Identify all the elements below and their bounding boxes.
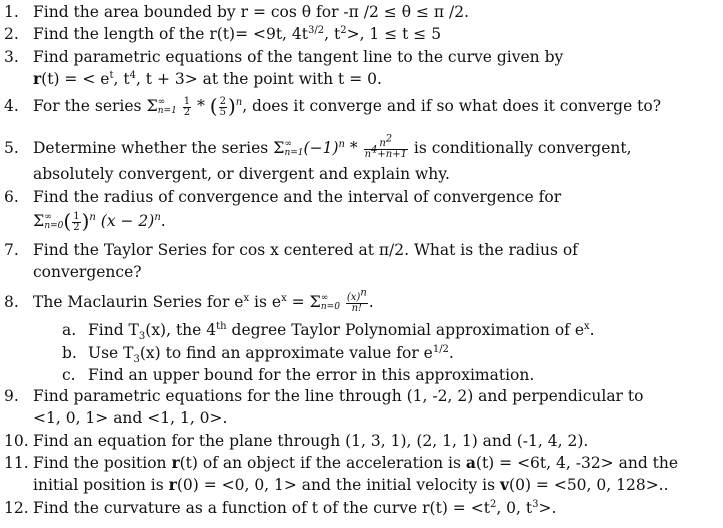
item-number: 3. (4, 48, 19, 66)
item-number: 11. (4, 454, 29, 472)
problem-text: Find the position r(t) of an object if the acceleration is a(t) = <6t, 4, -32> and the (33, 453, 679, 472)
item-number: 5. (4, 139, 19, 157)
item-number: 1. (4, 3, 19, 21)
problem-text: Find an equation for the plane through (1, 3, 1), (2, 1, 1) and (-1, 4, 2). (33, 432, 589, 450)
problem-text: Σ∞ n=0( $\frac{1}{2}$ )$^n$ $(x - 2)^n$. (33, 209, 166, 233)
problem-text: Find parametric equations of the tangent line to the curve given by (33, 48, 564, 66)
problem-text: The Maclaurin Series for $e^x$ is $e^x = \Sigma\infty$ n=0 $\frac{(x)^n}{n!}$ . (33, 287, 374, 314)
problem-text: Use $T_3(x)$ to find an approximate value for $e^{1/2}$. (88, 343, 454, 366)
problem-text: convergence? (33, 263, 142, 281)
problem-text: r(t) = < $e^t$, $t^4$, t + 3> at the point with t = 0. (33, 69, 382, 88)
item-number: a. (62, 321, 77, 339)
item-number: 8. (4, 293, 19, 311)
item-number: b. (62, 344, 77, 362)
problem-text: Find the length of the r(t)= <9t, $4t^{3/2}$, $t^2>$, 1 ≤ t ≤ 5 (33, 24, 442, 43)
item-number: 12. (4, 499, 29, 517)
item-number: 9. (4, 387, 19, 405)
item-number: 7. (4, 241, 19, 259)
problem-text: initial position is r(0) = <0, 0, 1> and the initial velocity is v(0) = <50, 0, 128>.. (33, 475, 669, 494)
problem-text: Find parametric equations for the line through (1, -2, 2) and perpendicular to (33, 387, 644, 405)
problem-text: Find the Taylor Series for cos x centered at π/2. What is the radius of (33, 241, 578, 259)
problem-text: Find the radius of convergence and the interval of convergence for (33, 188, 562, 206)
problem-text: absolutely convergent, or divergent and explain why. (33, 165, 450, 183)
item-number: 10. (4, 432, 29, 450)
item-number: 4. (4, 97, 19, 115)
item-number: 6. (4, 188, 19, 206)
problem-text: Find $T_3(x)$, the 4th degree Taylor Polynomial approximation of $e^x$. (88, 320, 595, 343)
item-number: 2. (4, 25, 19, 43)
problem-text: For the series Σ∞ n=1 $\frac{1}{2}$ * ( $\frac{2}{5}$ )$^n$, does it converge and if so what does it converge to? (33, 94, 662, 118)
problem-text: Find the curvature as a function of t of the curve $r(t) = <t^2$, 0, $t^3>$. (33, 498, 557, 517)
item-number: c. (62, 366, 76, 384)
problem-text: <1, 0, 1> and <1, 1, 0>. (33, 409, 228, 427)
problem-text: Find an upper bound for the error in this approximation. (88, 366, 535, 384)
problem-text: Find the area bounded by r = cos θ for -π /2 ≤ θ ≤ π /2. (33, 3, 469, 21)
problem-text: Determine whether the series Σ∞ $n=1(-1)^n$ * $\frac{n^2}{n^4+n+1}$ is conditionally convergent, (33, 133, 632, 160)
